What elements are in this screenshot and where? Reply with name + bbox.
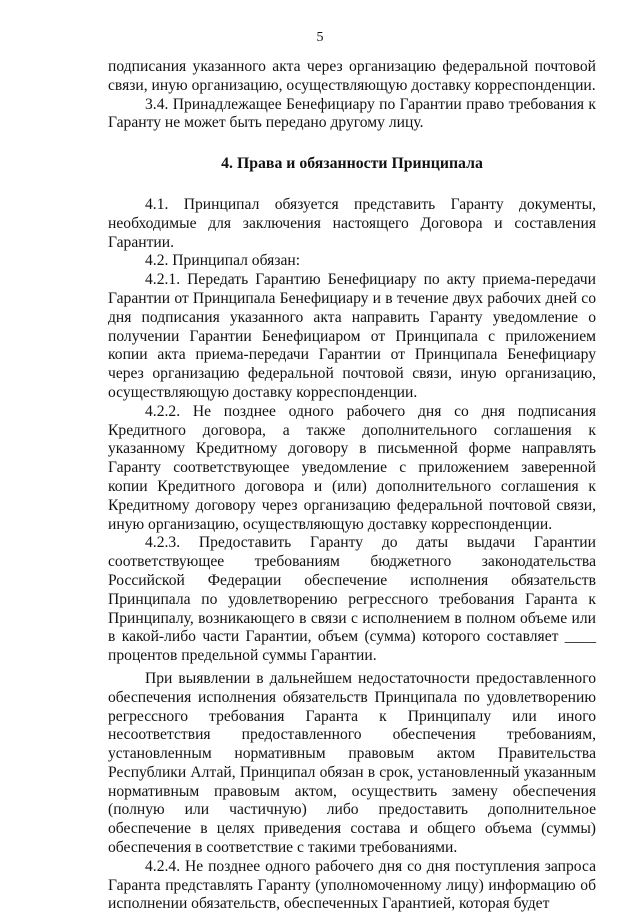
paragraph-continuation: подписания указанного акта через организацию федеральной почтовой связи, иную организацию, осуществляющую доставку корреспонденции. [108,58,596,94]
paragraph-4-2-3: 4.2.3. Предоставить Гаранту до даты выдачи Гарантии соответствующее требованиям бюджетного законодательства Российской Федерации обеспечение исполнения обязательств Принципала по удовлетворению регрессного требования Гаранта к Принципалу, возникающего в связи с исполнением в полном объеме или в какой-либо части Гарантии, объем (сумма) которого составляет ____ процентов предельной суммы Гарантии. [108,534,596,665]
page-number: 5 [316,30,324,45]
paragraph-4-2-2: 4.2.2. Не позднее одного рабочего дня со дня подписания Кредитного договора, а также дополнительного соглашения к указанному Кредитному договору в письменной форме направлять Гаранту соответствующее уведомление с приложением заверенной копии Кредитного договора и (или) дополнительного соглашения к Кредитному договору через организацию федеральной почтовой связи, иную организацию, осуществляющую доставку корреспонденции. [108,402,596,533]
document-body [108,58,596,914]
paragraph-3-4: 3.4. Принадлежащее Бенефициару по Гарантии право требования к Гаранту не может быть передано другому лицу. [108,95,596,132]
paragraph-4-2: 4.2. Принципал обязан: [145,252,301,270]
paragraph-4-2-3-continuation: При выявлении в дальнейшем недостаточности предоставленного обеспечения исполнения обязательств Принципала по удовлетворению регрессного требования Гаранта к Принципалу или иного несоответствия предоставленного обеспечения требованиям, установленным нормативным правовым актом Правительства Республики Алтай, Принципал обязан в срок, установленный указанным нормативным правовым актом, осуществить замену обеспечения (полную или частичную) либо предоставить дополнительное обеспечение в целях приведения состава и общего объема (суммы) обеспечения в соответствие с такими требованиями. [108,669,596,857]
paragraph-4-2-1: 4.2.1. Передать Гарантию Бенефициару по акту приема-передачи Гарантии от Принципала Бенефициару и в течение двух рабочих дней со дня подписания указанного акта направить Гаранту уведомление о получении Гарантии Бенефициаром от Принципала с приложением копии акта приема-передачи Гарантии от Принципала Бенефициару через организацию федеральной почтовой связи, иную организацию, осуществляющую доставку корреспонденции. [108,271,596,401]
paragraph-4-1: 4.1. Принципал обязуется представить Гаранту документы, необходимые для заключения настоящего Договора и составления Гарантии. [108,195,596,251]
paragraph-4-2-4: 4.2.4. Не позднее одного рабочего дня со дня поступления запроса Гаранта представлять Гаранту (уполномоченному лицу) информацию об исполнении обязательств, обеспеченных Гарантией, которая будет [108,857,596,913]
section-heading: 4. Права и обязанности Принципала [221,155,483,173]
